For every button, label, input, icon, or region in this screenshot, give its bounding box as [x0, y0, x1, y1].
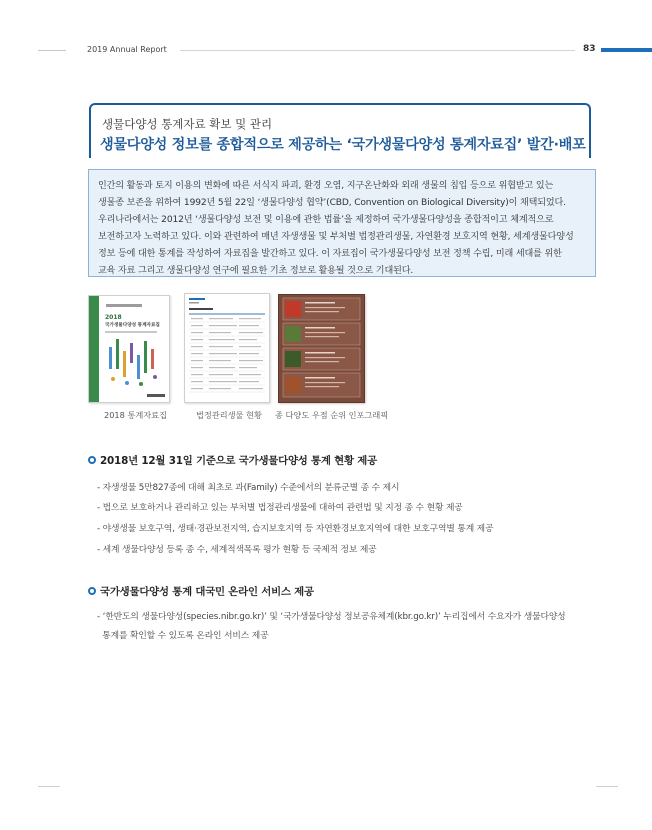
- list-item: - 세계 생물다양성 등록 종 수, 세계적색목록 평가 현황 등 국제적 정보 제공: [97, 545, 377, 555]
- list-item: - 법으로 보호하거나 관리하고 있는 부처별 법정관리생물에 대하여 관련법 및 지정 종 수 현황 제공: [97, 503, 463, 513]
- table-page-artwork: [185, 294, 269, 402]
- infographic-caption: 종 다양도 우점 순위 인포그래픽: [275, 410, 389, 420]
- cover-artwork: [103, 337, 165, 391]
- infographic-artwork: [279, 295, 364, 402]
- cover-subtitle-line: [105, 331, 157, 333]
- section-title: 생물다양성 정보를 종합적으로 제공하는 ‘국가생물다양성 통계자료집’ 발간·배포: [100, 137, 586, 153]
- header-rule-left: [38, 50, 66, 51]
- cover-title: 국가생물다양성 통계자료집: [105, 323, 160, 328]
- intro-line: 정보 등에 대한 통계를 작성하여 자료집을 발간하고 있다. 이 자료집이 국가생물다양성 보전 정책 수립, 미래 세대를 위한: [98, 249, 562, 260]
- footer-rule-right: [596, 786, 618, 787]
- intro-line: 우리나라에서는 2012년 ‘생물다양성 보전 및 이용에 관한 법률’을 제정하여 국가생물다양성을 종합적이고 체계적으로: [98, 215, 554, 226]
- intro-line: 보전하고자 노력하고 있다. 이와 관련하여 매년 자생생물 및 부처별 법정관리생물, 자연환경 보호지역 현황, 세계생물다양성: [98, 232, 574, 243]
- section-bullet-icon: [88, 456, 96, 464]
- table-page-caption: 법정관리생물 현황: [196, 410, 262, 420]
- page-number: 83: [583, 44, 596, 54]
- intro-line: 생물종 보존을 위하여 1992년 5월 22일 ‘생물다양성 협약’(CBD, Convention on Biological Diversity)이 채택되었다.: [98, 198, 566, 209]
- footer-rule-left: [38, 786, 60, 787]
- report-title: 2019 Annual Report: [87, 45, 167, 54]
- intro-line: 교육 자료 그리고 생물다양성 연구에 필요한 기초 정보로 활용될 것으로 기대된다.: [98, 266, 414, 277]
- section-heading: 2018년 12월 31일 기준으로 국가생물다양성 통계 현황 제공: [100, 455, 377, 467]
- intro-box: [88, 169, 596, 277]
- cover-logo: [106, 304, 142, 307]
- book-cover-caption: 2018 통계자료집: [104, 410, 167, 420]
- section-heading: 국가생물다양성 통계 대국민 온라인 서비스 제공: [100, 586, 314, 598]
- cover-publisher: [147, 394, 165, 397]
- section-bullet-icon: [88, 587, 96, 595]
- table-page-image: [184, 293, 270, 403]
- header-rule: [180, 50, 575, 51]
- intro-line: 인간의 활동과 토지 이용의 변화에 따른 서식지 파괴, 환경 오염, 지구온난화와 외래 생물의 침입 등으로 위협받고 있는: [98, 181, 554, 191]
- page-number-bar: [601, 48, 652, 52]
- book-cover-image: [88, 295, 170, 403]
- list-item: 통계를 확인할 수 있도록 온라인 서비스 제공: [97, 631, 269, 641]
- list-item: - ‘한반도의 생물다양성(species.nibr.go.kr)’ 및 ‘국가생물다양성 정보공유체계(kbr.go.kr)’ 누리집에서 수요자가 생물다양성: [97, 612, 566, 622]
- list-item: - 야생생물 보호구역, 생태·경관보전지역, 습지보호지역 등 자연환경보호지역에 대한 보호구역별 통계 제공: [97, 524, 494, 534]
- section-subtitle: 생물다양성 통계자료 확보 및 관리: [102, 117, 273, 131]
- cover-year: 2018: [105, 314, 122, 321]
- list-item: - 자생생물 5만827종에 대해 최초로 과(Family) 수준에서의 분류군별 종 수 제시: [97, 483, 400, 493]
- cover-spine: [89, 296, 99, 402]
- infographic-image: [278, 294, 365, 403]
